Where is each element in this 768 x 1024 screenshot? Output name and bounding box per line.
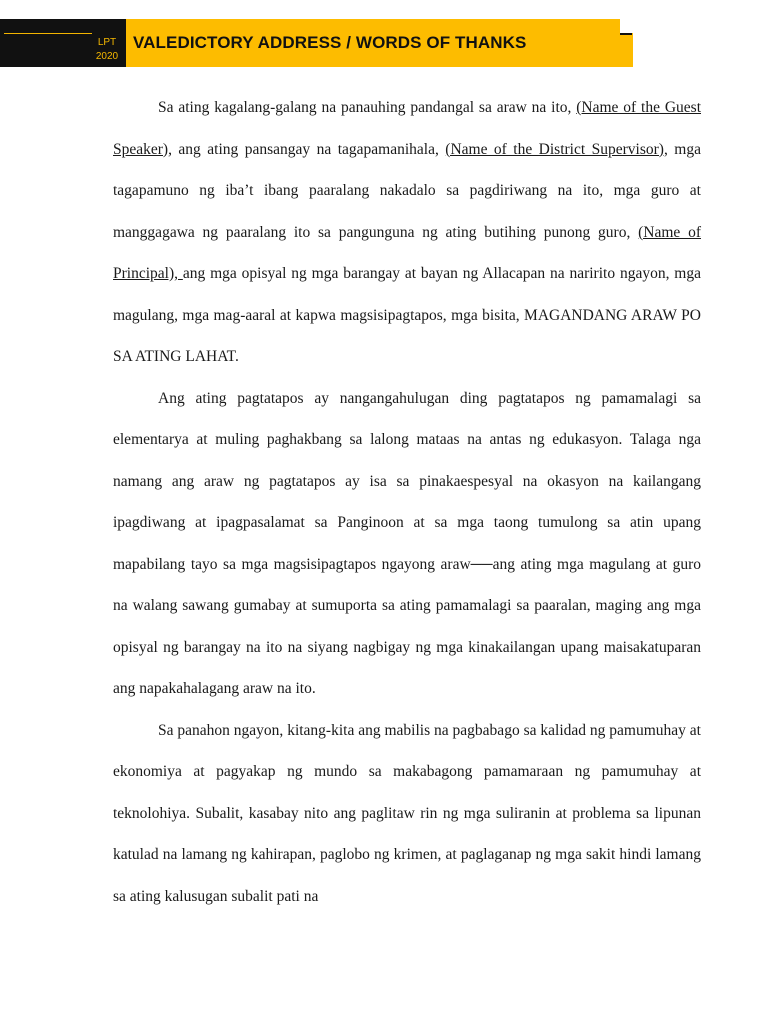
paragraph-graduation: Ang ating pagtatapos ay nangangahulugan ding pagtatapos ng pamamalagi sa elementarya at muling paghakbang sa lalong mataas na antas ng edukasyon. Talaga nga namang ang araw ng pagtatapos ay isa sa pinakaespesyal na okasyon na kailangang ipagdiwang at ipagpasalamat sa Panginoon at sa mga taong tumulong sa atin upang mapabilang tayo sa mga magsisipagtapos ngayong araw──ang ating mga magulang at guro na walang sawang gumabay at sumuporta sa ating pamamalagi sa paaralan, maging ang mga opisyal ng barangay na ito na siyang nagbigay ng mga kinakailangan upang maisakatuparan ang napakahalagang araw na ito. <box>113 389 701 697</box>
greeting-text-3: , mga tagapamuno ng iba’t ibang paaralang nakadalo sa pagdiriwang na ito, mga guro at manggagawa ng paaralang ito sa pangunguna ng ating butihing punong guro, <box>113 140 701 241</box>
header-corner-line <box>620 33 632 35</box>
paragraph-modern-times: Sa panahon ngayon, kitang-kita ang mabilis na pagbabago sa kalidad ng pamumuhay at ekonomiya at pagyakap ng mundo sa makabagong pamamaraan ng pamumuhay at teknolohiya. Subalit, kasabay nito ang paglitaw rin ng mga suliranin at problema sa lipunan katulad na lamang ng kahirapan, paglobo ng krimen, at paglaganap ng mga sakit hindi lamang sa ating kalusugan subalit pati na <box>113 721 701 905</box>
document-title: VALEDICTORY ADDRESS / WORDS OF THANKS <box>133 33 527 52</box>
header-accent-line <box>4 33 92 34</box>
badge-top-text: LPT <box>97 37 117 48</box>
header-corner-notch <box>620 19 633 33</box>
badge-year-text: 2020 <box>95 51 119 62</box>
greeting-text-1: Sa ating kagalang-galang na panauhing pandangal sa araw na ito, <box>158 99 577 116</box>
district-supervisor-placeholder: (Name of the District Supervisor) <box>445 140 664 158</box>
greeting-text-4: ang mga opisyal ng mga barangay at bayan ng Allacapan na naririto ngayon, mga magulang, mga mag-aaral at kapwa magsisipagtapos, mga bisita, MAGANDANG ARAW PO SA ATING LAHAT. <box>113 265 701 365</box>
document-body <box>113 87 701 917</box>
lpt-badge <box>94 36 120 64</box>
paragraph-greeting <box>113 87 701 378</box>
greeting-text-2: , ang ating pansangay na tagapamanihala, <box>168 140 446 158</box>
principal-placeholder: (Name of Principal), <box>113 223 701 282</box>
guest-speaker-placeholder: (Name of the Guest Speaker) <box>113 99 701 158</box>
